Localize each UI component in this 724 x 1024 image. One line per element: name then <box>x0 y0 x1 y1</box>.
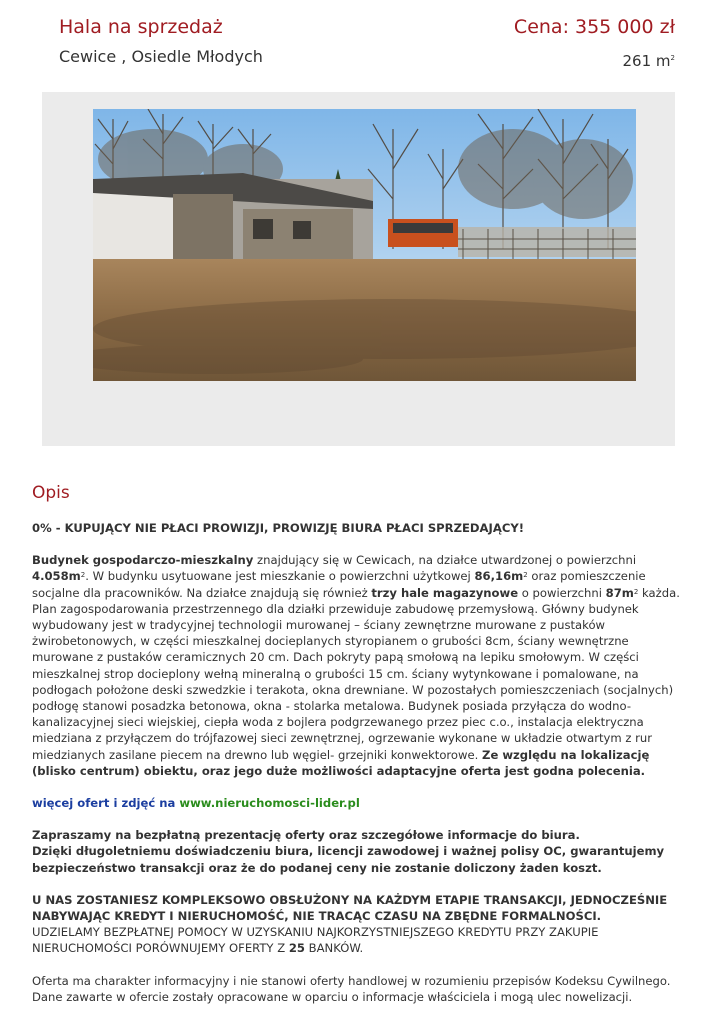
listing-title: Hala na sprzedaż <box>59 16 223 38</box>
desc-sup-2: 2 <box>523 571 528 580</box>
desc-bold-3: 86,16m <box>474 569 524 584</box>
photo-frame <box>42 92 675 446</box>
disclaimer: Oferta ma charakter informacyjny i nie stanowi oferty handlowej w rozumieniu przepisów Kodeksu Cywilnego. Dane zawarte w ofercie zostały opracowane w oparciu o informacje właściciela i mogą ulec nowelizacji. <box>32 973 671 1004</box>
location-label: Cewice , Osiedle Młodych <box>59 47 263 66</box>
desc-bold-4: trzy hale magazynowe <box>371 585 519 600</box>
price-label: Cena: 355 000 zł <box>513 16 675 38</box>
desc-text-5: każda. Plan zagospodarowania przestrzennego dla działki przewiduje zabudowę przemysłową. Główny budynek wybudowany jest w tradycyjnej technologii murowanej – ściany zewnętrzne murowane z pustaków żwirobetonowych, w części mieszkalnej docieplanych styropianem o grubości 8cm, ściany wewnętrzne murowane z pustaków ceramicznych 20 cm. Dach pokryty papą smołową na lepiku smołowym. W części mieszkalnej strop docieplony wełną mineralną o grubości 15 cm. ściany wytynkowane i pomalowane, na podłogach położone deski szwedzkie i terakota, okna drewniane. W pozostałych pomieszczeniach (socjalnych) podłogę stanowi posadzka betonowa, okna - stolarka metalowa. Budynek posiada przyłącza do wodno-kanalizacyjnej sieci wiejskiej, ciepła woda z bojlera podgrzewanego przez piec c.o., instalacja elektryczna miedziana z przyłączem do trójfazowej sieci zewnętrznej, ogrzewanie wykonane w układzie otwartym z rur miedzianych zasilane piecem na drewno lub węgiel- grzejniki konwektorowe. <box>32 585 680 762</box>
invitation-paragraph <box>32 827 692 876</box>
commission-note <box>32 520 692 536</box>
desc-text-4: o powierzchni <box>518 585 606 600</box>
invite-line-2: Dzięki długoletniemu doświadczeniu biura, licencji zawodowej i ważnej polisy OC, gwarantujemy bezpieczeństwo transakcji oraz że do podanej ceny nie zostanie doliczony żaden koszt. <box>32 844 665 875</box>
more-offers-text: więcej ofert i zdjęć na <box>32 796 180 811</box>
description-body <box>32 520 692 1021</box>
area-value: 261 m <box>622 52 671 70</box>
property-description <box>32 552 692 779</box>
desc-bold-2: 4.058m <box>32 569 81 584</box>
desc-bold-1: Budynek gospodarczo-mieszkalny <box>32 553 254 568</box>
more-offers-line <box>32 795 692 811</box>
desc-text-3: oraz pomieszczenie socjalne dla pracowników. Na działce znajdują się również <box>32 569 646 600</box>
commission-text: 0% - KUPUJĄCY NIE PŁACI PROWIZJI, PROWIZJĘ BIURA PŁACI SPRZEDAJĄCY! <box>32 521 525 535</box>
website-link[interactable]: www.nieruchomosci-lider.pl <box>179 796 360 811</box>
desc-text-2: . W budynku usytuowane jest mieszkanie o powierzchni użytkowej <box>85 569 475 584</box>
credit-line-2b: 25 <box>288 941 305 956</box>
invite-line-1: Zapraszamy na bezpłatną prezentację oferty oraz szczegółowe informacje do biura. <box>32 828 580 843</box>
credit-line-2a: UDZIELAMY BEZPŁATNEJ POMOCY W UZYSKANIU NAJKORZYSTNIEJSZEGO KREDYTU PRZY ZAKUPIE NIERUCHOMOŚCI PORÓWNUJEMY OFERTY Z <box>32 925 599 956</box>
desc-sup-1: 2 <box>80 571 86 580</box>
credit-paragraph <box>32 892 692 957</box>
property-photo-image <box>93 109 636 381</box>
credit-line-2c: BANKÓW. <box>304 941 364 956</box>
desc-text-1: znajdujący się w Cewicach, na działce utwardzonej o powierzchni <box>253 553 637 568</box>
area-label <box>623 52 675 70</box>
area-unit-superscript: 2 <box>670 54 675 62</box>
desc-sup-3: 2 <box>633 587 639 596</box>
credit-line-1: U NAS ZOSTANIESZ KOMPLEKSOWO OBSŁUŻONY NA KAŻDYM ETAPIE TRANSAKCJI, JEDNOCZEŚNIE NABYWAJĄC KREDYT I NIERUCHOMOŚĆ, NIE TRACĄC CZASU NA ZBĘDNE FORMALNOŚCI. <box>32 892 668 924</box>
desc-bold-6: Ze względu na lokalizację (blisko centrum) obiektu, oraz jego duże możliwości adaptacyjne oferta jest godna polecenia. <box>32 747 650 778</box>
property-photo[interactable] <box>93 109 636 381</box>
desc-bold-5: 87m <box>605 585 634 600</box>
section-heading-opis: Opis <box>32 483 70 503</box>
